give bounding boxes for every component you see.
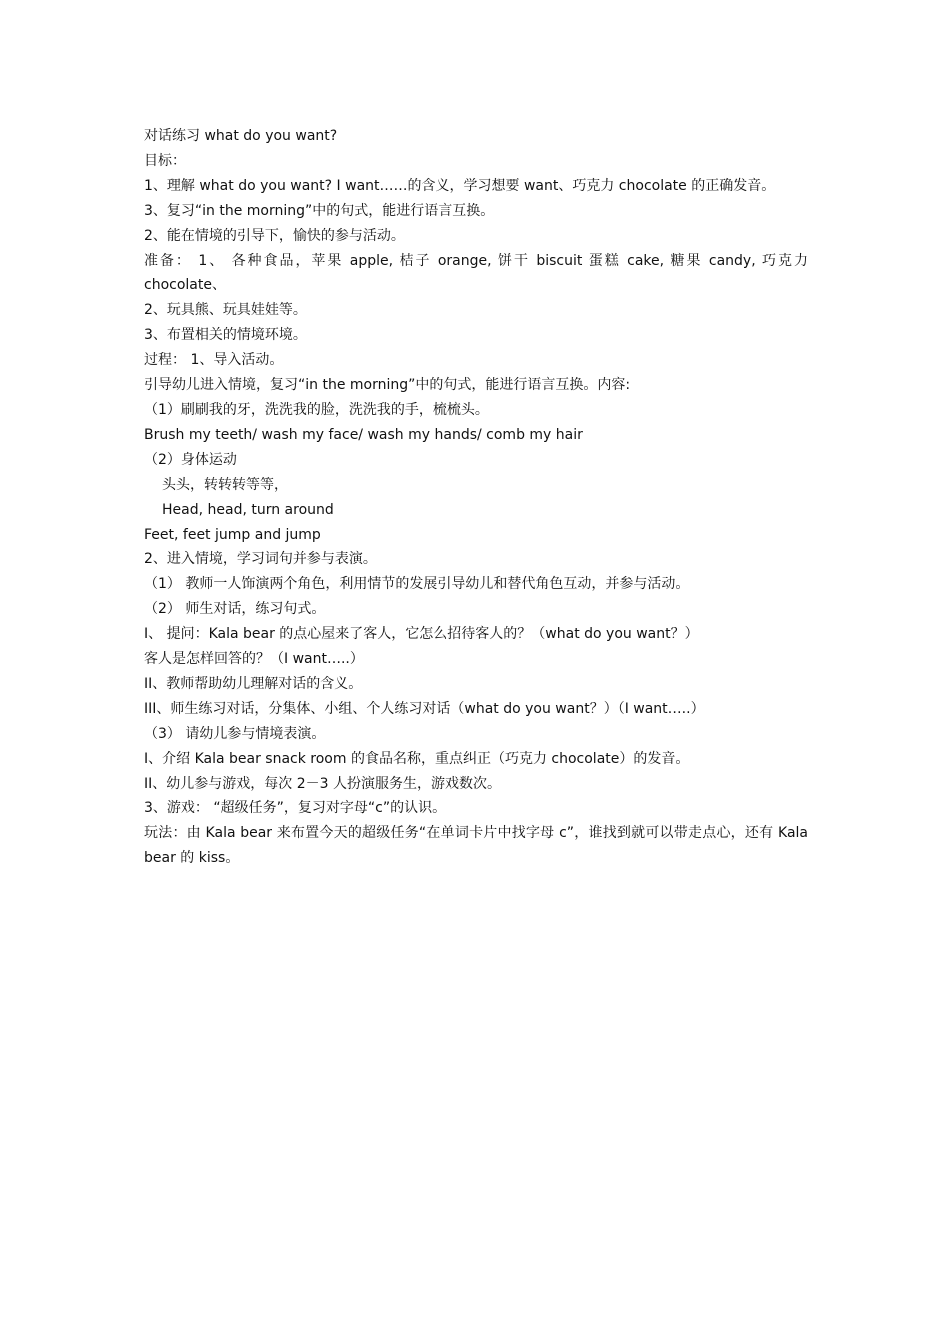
text-line: （2）身体运动 xyxy=(144,451,237,468)
text-line-english: Feet, feet jump and jump xyxy=(144,526,321,543)
text-line: （2） 师生对话，练习句式。 xyxy=(144,601,326,618)
text-line-game-rules: 玩法：由 Kala bear 来布置今天的超级任务“在单词卡片中找字母 c”，谁找到就可以带走点心，还有 Kala bear 的 kiss。 xyxy=(144,825,808,867)
text-line: （1）刷刷我的牙，洗洗我的脸，洗洗我的手，梳梳头。 xyxy=(144,401,489,418)
text-line: 2、玩具熊、玩具娃娃等。 xyxy=(144,302,307,319)
text-line: 2、进入情境，学习词句并参与表演。 xyxy=(144,551,377,568)
text-line: （1） 教师一人饰演两个角色，利用情节的发展引导幼儿和替代角色互动，并参与活动。 xyxy=(144,576,690,593)
text-line-preparation: 准备： 1、 各种食品，苹果 apple, 桔子 orange, 饼干 biscuit 蛋糕 cake, 糖果 candy, 巧克力 chocolate、 xyxy=(144,252,808,294)
text-line-goals-heading: 目标： xyxy=(144,152,186,169)
text-line-indented: 头头，转转转等等， xyxy=(162,476,288,493)
document-body xyxy=(144,124,808,871)
document-title: 对话练习 what do you want? xyxy=(144,128,338,144)
text-line: 3、布置相关的情境环境。 xyxy=(144,327,307,344)
text-line: 1、理解 what do you want? I want……的含义，学习想要 want、巧克力 chocolate 的正确发音。 xyxy=(144,177,776,194)
text-line-english: Brush my teeth/ wash my face/ wash my hands/ comb my hair xyxy=(144,426,583,443)
text-line-indented-english: Head, head, turn around xyxy=(162,501,334,518)
text-line: 引导幼儿进入情境，复习“in the morning”中的句式，能进行语言互换。内容: xyxy=(144,377,631,394)
text-line: 2、能在情境的引导下，愉快的参与活动。 xyxy=(144,227,405,244)
text-line: （3） 请幼儿参与情境表演。 xyxy=(144,725,326,742)
text-line: 3、复习“in the morning”中的句式，能进行语言互换。 xyxy=(144,202,495,219)
text-line: 客人是怎样回答的？（I want…..） xyxy=(144,651,364,668)
text-line: I、 提问：Kala bear 的点心屋来了客人，它怎么招待客人的？（what do you want？） xyxy=(144,626,699,643)
text-line: III、师生练习对话，分集体、小组、个人练习对话（what do you want？）（I want…..） xyxy=(144,700,705,717)
text-line-process-heading: 过程： 1、导入活动。 xyxy=(144,352,284,369)
text-line: II、幼儿参与游戏，每次 2－3 人扮演服务生，游戏数次。 xyxy=(144,775,501,792)
text-line: 3、游戏： “超级任务”，复习对字母“c”的认识。 xyxy=(144,800,447,817)
text-line: I、介绍 Kala bear snack room 的食品名称，重点纠正（巧克力 chocolate）的发音。 xyxy=(144,750,690,767)
text-line: II、教师帮助幼儿理解对话的含义。 xyxy=(144,675,363,692)
